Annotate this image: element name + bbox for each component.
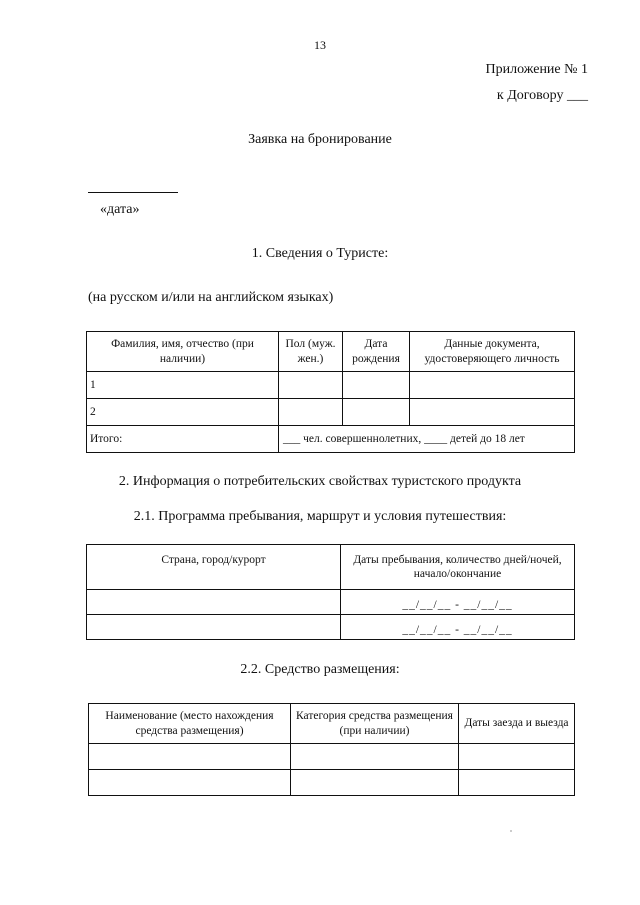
header-gender: Пол (муж. жен.): [279, 332, 343, 372]
itinerary-header-row: [87, 545, 575, 590]
tourist-table-header-row: [87, 332, 575, 372]
row-number[interactable]: 1: [87, 372, 279, 399]
table-row: [87, 615, 575, 640]
tourist-table: [86, 331, 575, 453]
birth-date-cell[interactable]: [343, 399, 410, 426]
table-row: [87, 399, 575, 426]
header-identity-document: Данные документа, удостоверяющего личность: [410, 332, 575, 372]
header-accommodation-name: Наименование (место нахождения средства размещения): [89, 704, 291, 744]
header-stay-dates: Даты пребывания, количество дней/ночей, начало/окончание: [341, 545, 575, 590]
section2-heading: 2. Информация о потребительских свойствах туристского продукта: [118, 474, 522, 489]
header-full-name: Фамилия, имя, отчество (при наличии): [87, 332, 279, 372]
document-cell[interactable]: [410, 372, 575, 399]
header-checkin-checkout: Даты заезда и выезда: [459, 704, 575, 744]
total-row: [87, 426, 575, 453]
header-birth-date: Дата рождения: [343, 332, 410, 372]
country-city-cell[interactable]: [87, 590, 341, 615]
checkin-checkout-cell[interactable]: [459, 744, 575, 770]
appendix-contract-ref: к Договору ___: [496, 88, 588, 103]
table-row: [87, 372, 575, 399]
country-city-cell[interactable]: [87, 615, 341, 640]
section2-1-heading: 2.1. Программа пребывания, маршрут и условия путешествия:: [133, 509, 507, 524]
scan-speck: [510, 830, 512, 832]
table-row: [89, 770, 575, 796]
document-cell[interactable]: [410, 399, 575, 426]
accommodation-name-cell[interactable]: [89, 770, 291, 796]
checkin-checkout-cell[interactable]: [459, 770, 575, 796]
date-label: «дата»: [100, 202, 140, 217]
birth-date-cell[interactable]: [343, 372, 410, 399]
accommodation-category-cell[interactable]: [291, 744, 459, 770]
accommodation-category-cell[interactable]: [291, 770, 459, 796]
accommodation-name-cell[interactable]: [89, 744, 291, 770]
header-country-city: Страна, город/курорт: [87, 545, 341, 590]
section1-heading: 1. Сведения о Туристе:: [251, 246, 389, 261]
stay-dates-cell[interactable]: __/__/__ - __/__/__: [341, 615, 575, 640]
total-counts[interactable]: ___ чел. совершеннолетних, ____ детей до 18 лет: [279, 426, 575, 453]
stay-dates-cell[interactable]: __/__/__ - __/__/__: [341, 590, 575, 615]
table-row: [89, 744, 575, 770]
date-blank-line[interactable]: [88, 192, 178, 193]
row-number[interactable]: 2: [87, 399, 279, 426]
header-accommodation-category: Категория средства размещения (при наличии): [291, 704, 459, 744]
document-title: Заявка на бронирование: [248, 132, 392, 147]
page-number: 13: [314, 38, 326, 52]
accommodation-table: [88, 703, 575, 796]
section2-2-heading: 2.2. Средство размещения:: [240, 662, 400, 677]
language-note: (на русском и/или на английском языках): [88, 290, 334, 305]
gender-cell[interactable]: [279, 399, 343, 426]
itinerary-table: [86, 544, 575, 640]
table-row: [87, 590, 575, 615]
total-label: Итого:: [87, 426, 279, 453]
gender-cell[interactable]: [279, 372, 343, 399]
appendix-number: Приложение № 1: [485, 62, 588, 77]
accommodation-header-row: [89, 704, 575, 744]
